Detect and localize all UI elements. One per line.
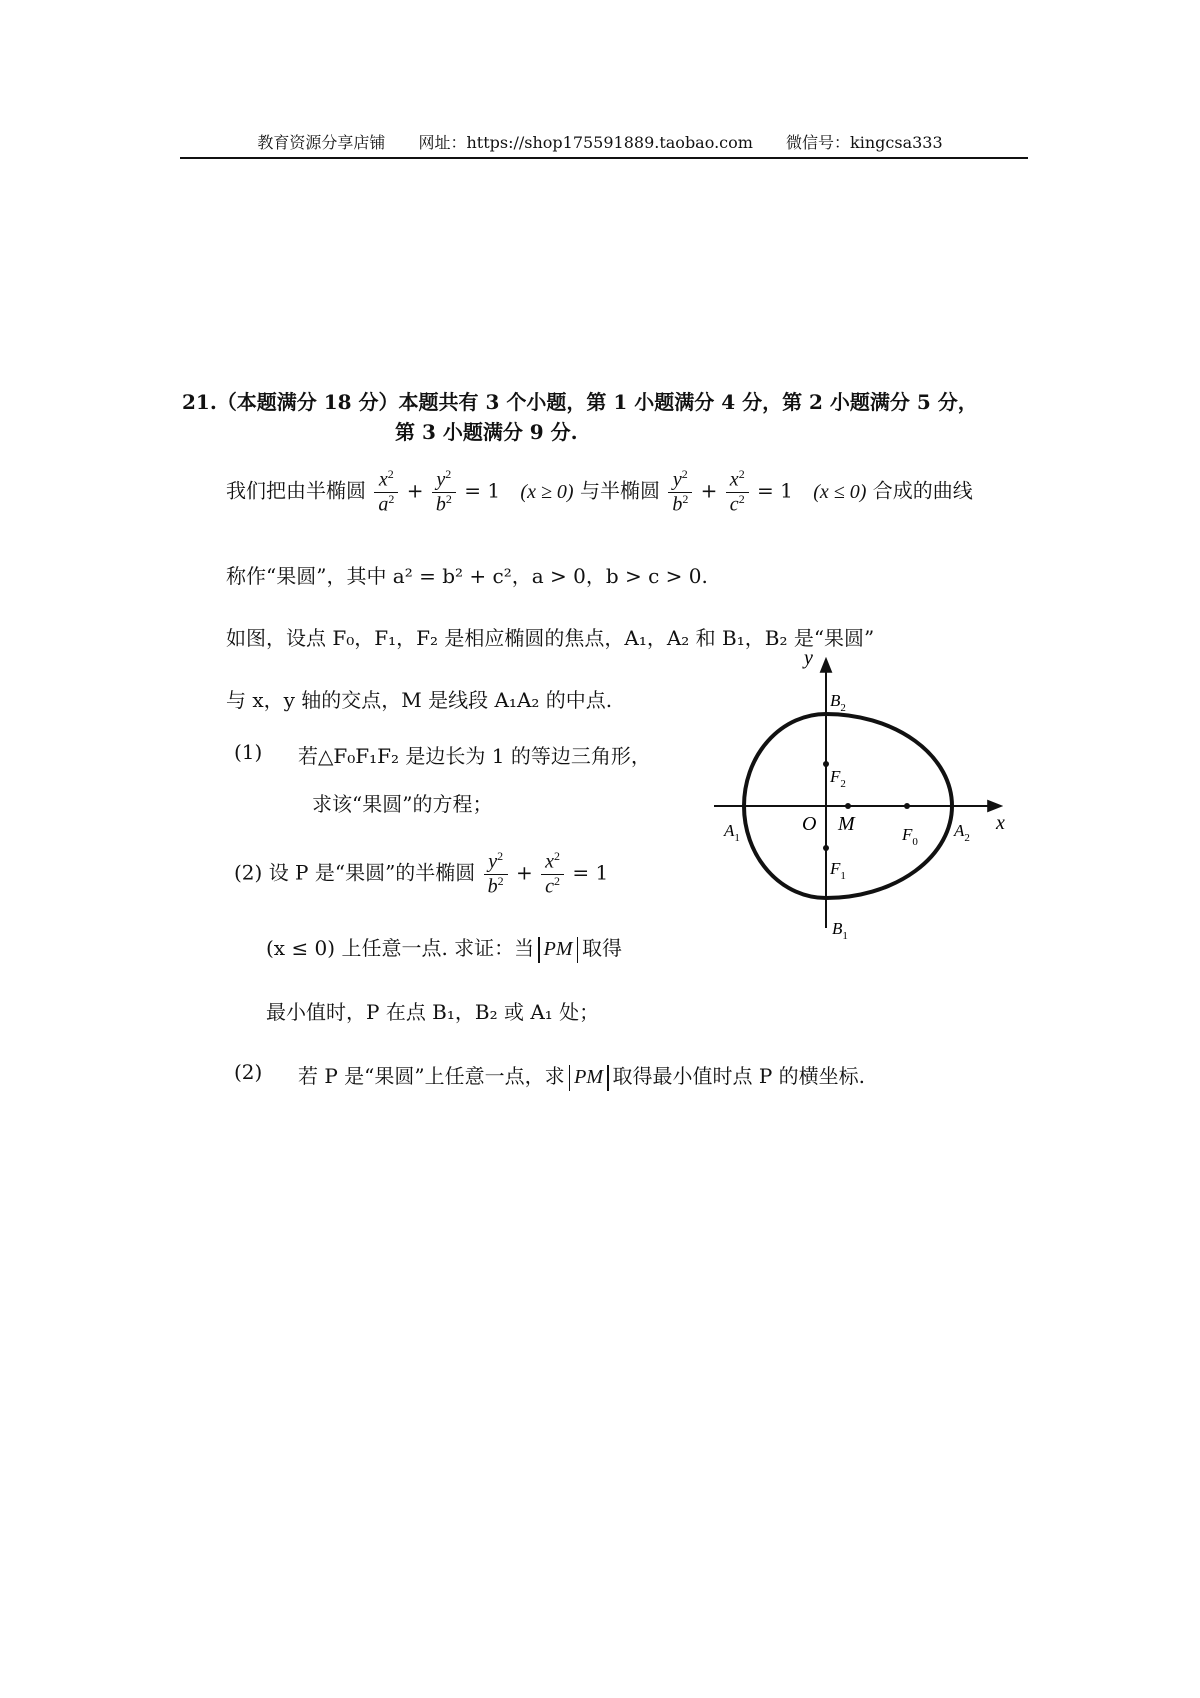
header-rule — [180, 157, 1028, 159]
header-shop: 教育资源分享店铺 — [257, 133, 386, 152]
fraction-y2-b2: $\frac{y^2}{b^2}$ — [432, 468, 456, 516]
label-F0: $F_0$ — [902, 825, 918, 848]
q2-text-a: (2) 设 P 是“果圆”的半椭圆 — [234, 860, 476, 885]
q2-text-b: (x ≤ 0) 上任意一点. 求证：当 — [266, 936, 535, 960]
p1-cond2: (x ≤ 0) — [813, 480, 867, 503]
p1-cond1: (x ≥ 0) — [520, 480, 574, 503]
q3-number: (2) — [234, 1060, 263, 1084]
problem-heading-line2: 第 3 小题满分 9 分. — [395, 420, 578, 444]
p1-text-b: 与半椭圆 — [579, 478, 660, 503]
q2-line-b: (x ≤ 0) 上任意一点. 求证：当 PM 取得 — [266, 932, 622, 963]
right-half-ellipse — [826, 714, 952, 898]
label-F1: $F_1$ — [830, 859, 846, 882]
p1-text-a: 我们把由半椭圆 — [226, 478, 366, 503]
label-F2: $F_2$ — [830, 767, 846, 790]
page-header — [0, 130, 1200, 153]
p1-text-c: 合成的曲线 — [872, 478, 973, 503]
paragraph-4: 与 x，y 轴的交点，M 是线段 A₁A₂ 的中点. — [226, 688, 613, 712]
fraction-y2-b2-second: $\frac{y^2}{b^2}$ — [668, 468, 692, 516]
point-M — [845, 803, 851, 809]
left-half-ellipse — [744, 714, 826, 898]
point-F1 — [823, 845, 829, 851]
point-F2 — [823, 761, 829, 767]
paragraph-1: 我们把由半椭圆 $\frac{x^2}{a^2}$ + $\frac{y^2}{b^2}$ = 1 (x ≥ 0) 与半椭圆 $\frac{y^2}{b^2}$ + $\frac{x^2}{c^2}$ = 1 (x ≤ 0) 合成的曲线 — [226, 467, 973, 516]
label-M: M — [838, 813, 855, 835]
label-A2: $A_2$ — [954, 821, 970, 844]
q2-line-a: (2) 设 P 是“果圆”的半椭圆 $\frac{y^2}{b^2}$ + $\frac{x^2}{c^2}$ = 1 — [234, 849, 609, 898]
paragraph-3: 如图，设点 F₀，F₁，F₂ 是相应椭圆的焦点，A₁，A₂ 和 B₁，B₂ 是“果圆” — [226, 626, 875, 650]
label-O: O — [802, 813, 817, 835]
q1-line-b: 求该“果圆”的方程； — [312, 792, 493, 816]
header-wechat: 微信号：kingcsa333 — [786, 133, 943, 152]
fraction-x2-a2: $\frac{x^2}{a^2}$ — [374, 468, 398, 516]
q3-text-a: 若 P 是“果圆”上任意一点，求 — [298, 1064, 565, 1088]
point-F0 — [904, 803, 910, 809]
header-url: 网址：https://shop175591889.taobao.com — [418, 133, 753, 152]
q3-text-b: 取得最小值时点 P 的横坐标. — [612, 1064, 866, 1088]
paragraph-2: 称作“果圆”，其中 a² = b² + c²，a > 0，b > c > 0. — [226, 564, 708, 588]
fraction-x2-c2: $\frac{x^2}{c^2}$ — [726, 468, 749, 516]
label-x: x — [996, 812, 1005, 834]
q2-text-b2: 取得 — [582, 936, 623, 960]
label-A1: $A_1$ — [724, 821, 740, 844]
q2-line-c: 最小值时，P 在点 B₁，B₂ 或 A₁ 处； — [266, 1000, 600, 1024]
q1-number: (1) — [234, 740, 263, 764]
q3-line: 若 P 是“果圆”上任意一点，求 PM 取得最小值时点 P 的横坐标. — [298, 1060, 865, 1091]
label-y: y — [804, 647, 813, 669]
label-B1: $B_1$ — [832, 919, 848, 942]
q1-line-a: 若△F₀F₁F₂ 是边长为 1 的等边三角形， — [298, 744, 651, 768]
label-B2: $B_2$ — [830, 691, 846, 714]
fraction-x2-c2-q2: $\frac{x^2}{c^2}$ — [541, 850, 564, 898]
fraction-y2-b2-q2: $\frac{y^2}{b^2}$ — [484, 850, 508, 898]
problem-heading-line1: 21.（本题满分 18 分）本题共有 3 个小题，第 1 小题满分 4 分，第 2 小题满分 5 分， — [182, 390, 978, 414]
